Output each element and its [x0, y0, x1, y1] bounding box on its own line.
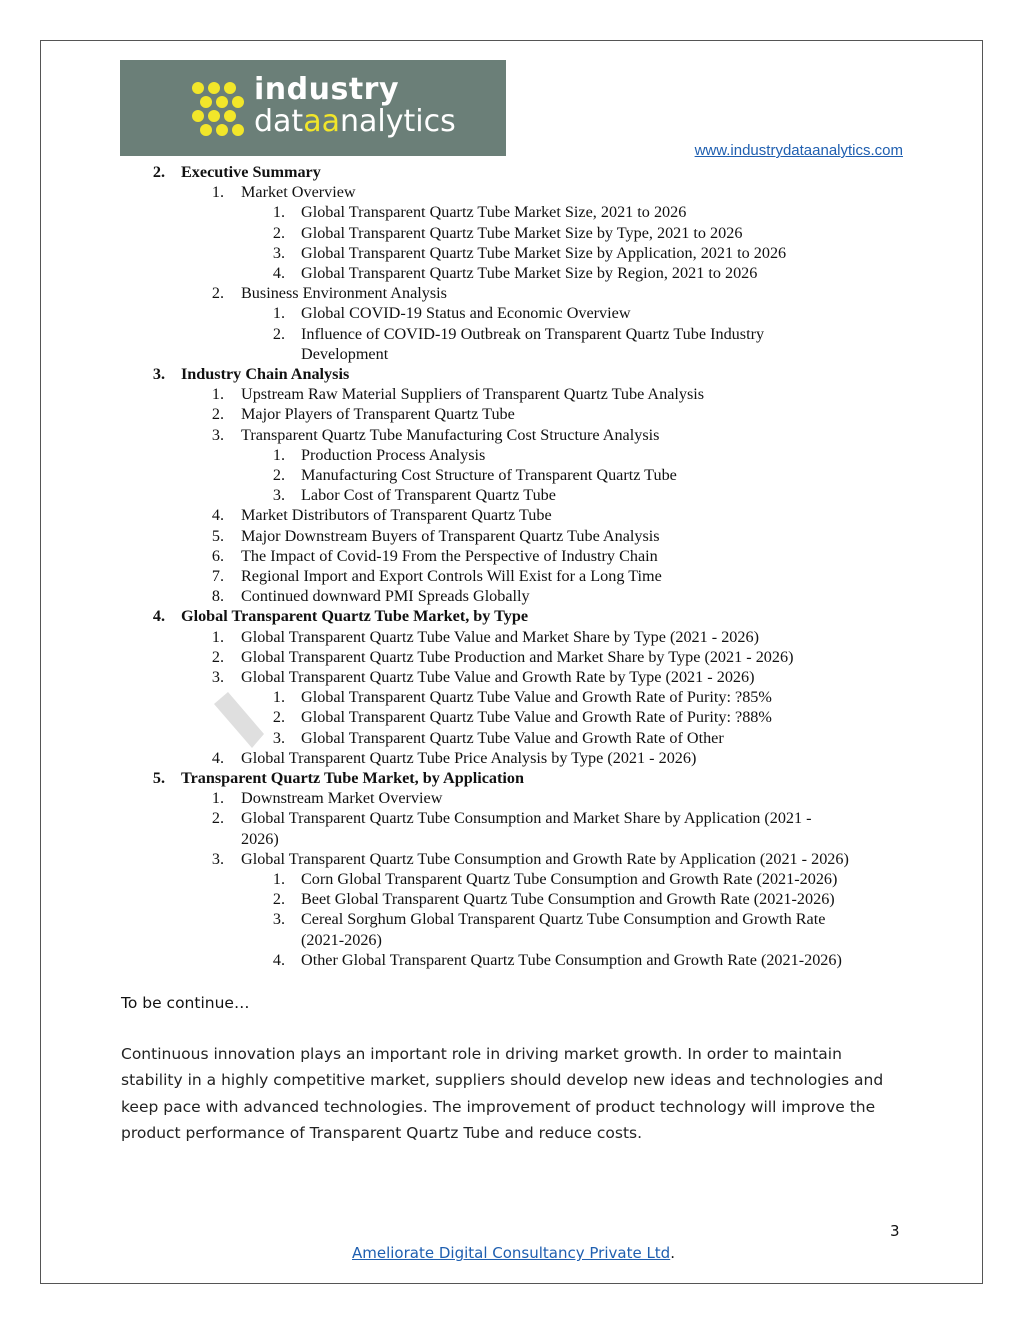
scan-mark-icon [208, 690, 268, 750]
toc-item [0, 808, 1024, 828]
toc-item-number: 3. [211, 425, 224, 444]
toc-item-label: Global Transparent Quartz Tube Value and Growth Rate of Purity: ?88% [301, 708, 772, 727]
toc-item-number: 1. [272, 203, 285, 222]
logo-wordmark-line1: industry [254, 72, 400, 107]
toc-item [0, 647, 1024, 667]
toc-item-number: 2. [211, 647, 224, 666]
toc-item-label: Global Transparent Quartz Tube Value and Growth Rate of Purity: ?85% [301, 688, 772, 707]
toc-item-label: Labor Cost of Transparent Quartz Tube [301, 486, 556, 505]
toc-item [0, 546, 1024, 566]
toc-item-label: Global Transparent Quartz Tube Consumption and Growth Rate by Application (2021 - 2026) [241, 849, 849, 868]
toc-item-label: Global Transparent Quartz Tube Consumption and Market Share by Application (2021 - [241, 809, 812, 828]
toc-item [0, 384, 1024, 404]
footer-period: . [670, 1244, 675, 1262]
toc-item-number: 2. [211, 284, 224, 303]
toc-item [0, 829, 1024, 849]
toc-item-label: Global Transparent Quartz Tube Market Size by Type, 2021 to 2026 [301, 223, 743, 242]
toc-item [0, 445, 1024, 465]
toc-item [0, 202, 1024, 222]
toc-item [0, 627, 1024, 647]
toc-item [0, 505, 1024, 525]
toc-item-label: Major Players of Transparent Quartz Tube [241, 405, 515, 424]
toc-item-label: Major Downstream Buyers of Transparent Quartz Tube Analysis [241, 526, 660, 545]
toc-item [0, 566, 1024, 586]
toc-item-number: 2. [211, 809, 224, 828]
toc-item-label: Industry Chain Analysis [181, 365, 350, 383]
toc-item-label: Global Transparent Quartz Tube Market Size, 2021 to 2026 [301, 203, 687, 222]
toc-item [0, 526, 1024, 546]
toc-item-number: 1. [272, 445, 285, 464]
toc-item-number: 3. [272, 728, 285, 747]
toc-item-number: 1. [272, 304, 285, 323]
toc-item [0, 485, 1024, 505]
toc-item-label: Business Environment Analysis [241, 284, 447, 303]
toc-item [0, 849, 1024, 869]
toc-item [0, 748, 1024, 768]
toc-item-label: Global Transparent Quartz Tube Market Size by Application, 2021 to 2026 [301, 243, 787, 262]
body-paragraph: Continuous innovation plays an important role in driving market growth. In order to maintain stability in a highly competitive market, suppliers should develop new ideas and technologies and keep pace with advanced technologies. The improvement of product technology will improve the product performance of Transparent Quartz Tube and reduce costs. [121, 1045, 884, 1142]
toc-item-label: Transparent Quartz Tube Manufacturing Cost Structure Analysis [241, 425, 660, 444]
toc-item-label: Global Transparent Quartz Tube Value and Market Share by Type (2021 - 2026) [241, 627, 759, 646]
toc-item-number: 5. [152, 769, 165, 787]
footer [352, 1244, 675, 1262]
toc-item-number: 3. [211, 849, 224, 868]
page-number: 3 [890, 1222, 900, 1240]
toc-item-label: Global Transparent Quartz Tube Market, by Type [181, 607, 529, 626]
toc-item-number: 4. [211, 506, 224, 525]
toc-item-label: Global Transparent Quartz Tube Price Analysis by Type (2021 - 2026) [241, 748, 697, 767]
toc-item-number: 2. [272, 708, 285, 727]
toc-item-number: 2. [272, 324, 285, 343]
toc-item-number: 1. [211, 789, 224, 808]
toc-item-label: Beet Global Transparent Quartz Tube Consumption and Growth Rate (2021-2026) [301, 890, 835, 909]
toc-item-number: 7. [211, 567, 224, 585]
toc-item [0, 263, 1024, 283]
company-logo [120, 60, 506, 156]
toc-item [0, 909, 1024, 929]
toc-item [0, 182, 1024, 202]
toc-item-number: 8. [211, 587, 224, 606]
toc-item-number: 1. [211, 183, 224, 202]
toc-item-number: 1. [211, 385, 224, 404]
toc-item [0, 223, 1024, 243]
toc-item-label: Development [301, 344, 389, 363]
toc-item-number: 3. [272, 243, 285, 262]
toc-item-label: Global Transparent Quartz Tube Production and Market Share by Type (2021 - 2026) [241, 647, 794, 666]
toc-item-number: 2. [272, 466, 285, 484]
toc-item [0, 586, 1024, 606]
toc-item-number: 3. [211, 668, 224, 686]
toc-item [0, 667, 1024, 687]
website-link[interactable]: www.industrydataanalytics.com [694, 142, 903, 159]
toc-item-number: 4. [272, 264, 285, 282]
toc-item-label: Global Transparent Quartz Tube Market Size by Region, 2021 to 2026 [301, 264, 758, 282]
toc-item [0, 707, 1024, 727]
toc-item [0, 768, 1024, 788]
toc-item [0, 162, 1024, 182]
logo-dots-icon [190, 80, 246, 136]
toc-item-label: The Impact of Covid-19 From the Perspective of Industry Chain [241, 546, 658, 565]
toc-item [0, 950, 1024, 970]
toc-item-number: 3. [272, 910, 285, 929]
toc-item [0, 930, 1024, 950]
toc-item [0, 364, 1024, 384]
toc-item-label: Market Overview [241, 183, 356, 202]
toc-item-label: Market Distributors of Transparent Quartz Tube [241, 506, 552, 525]
toc-item [0, 324, 1024, 344]
toc-item-label: Global Transparent Quartz Tube Value and Growth Rate by Type (2021 - 2026) [241, 668, 755, 686]
toc-item-number: 5. [211, 526, 224, 545]
toc-item [0, 728, 1024, 748]
toc-item-label: Manufacturing Cost Structure of Transparent Quartz Tube [301, 466, 677, 484]
toc-item [0, 404, 1024, 424]
toc-item [0, 606, 1024, 626]
toc-item-label: 2026) [241, 829, 279, 848]
logo-wordmark-line2: dataanalytics [254, 104, 456, 139]
toc-item [0, 243, 1024, 263]
toc-item-label: Global Transparent Quartz Tube Value and Growth Rate of Other [301, 728, 724, 747]
toc-item-label: Upstream Raw Material Suppliers of Transparent Quartz Tube Analysis [241, 385, 705, 404]
toc-item-label: Influence of COVID-19 Outbreak on Transparent Quartz Tube Industry [301, 324, 765, 343]
toc-item-number: 2. [272, 890, 285, 909]
toc-item [0, 303, 1024, 323]
toc-item-label: Executive Summary [181, 163, 321, 181]
toc-item [0, 465, 1024, 485]
toc-item-label: (2021-2026) [301, 930, 382, 949]
toc-item-number: 3. [272, 486, 285, 505]
toc-item-label: Downstream Market Overview [241, 789, 443, 808]
toc-item-number: 3. [152, 365, 165, 383]
toc-item-label: Global COVID-19 Status and Economic Overview [301, 304, 631, 323]
toc-item [0, 687, 1024, 707]
toc-item-number: 1. [272, 870, 285, 888]
toc-item-number: 1. [211, 627, 224, 646]
toc-item [0, 788, 1024, 808]
toc-item-label: Production Process Analysis [301, 445, 486, 464]
toc-item [0, 344, 1024, 364]
footer-company-link[interactable]: Ameliorate Digital Consultancy Private Ltd [352, 1244, 671, 1262]
toc-item-label: Regional Import and Export Controls Will Exist for a Long Time [241, 567, 662, 585]
toc-item-label: Continued downward PMI Spreads Globally [241, 587, 530, 606]
continue-text: To be continue… [121, 994, 250, 1012]
toc-item [0, 283, 1024, 303]
toc-item-number: 2. [211, 405, 224, 424]
toc-item-number: 6. [211, 546, 224, 565]
toc-item-number: 4. [211, 748, 224, 767]
toc-item-label: Cereal Sorghum Global Transparent Quartz Tube Consumption and Growth Rate [301, 910, 826, 929]
toc-item-number: 4. [152, 607, 165, 626]
toc-item-number: 4. [272, 950, 285, 969]
toc-item-number: 1. [272, 688, 285, 707]
toc-item-label: Other Global Transparent Quartz Tube Consumption and Growth Rate (2021-2026) [301, 950, 842, 969]
toc-item [0, 889, 1024, 909]
toc-item-number: 2. [152, 163, 165, 181]
toc-item-number: 2. [272, 223, 285, 242]
toc-item [0, 425, 1024, 445]
toc-item [0, 869, 1024, 889]
toc-item-label: Transparent Quartz Tube Market, by Application [181, 769, 524, 787]
toc-item-label: Corn Global Transparent Quartz Tube Consumption and Growth Rate (2021-2026) [301, 870, 838, 888]
